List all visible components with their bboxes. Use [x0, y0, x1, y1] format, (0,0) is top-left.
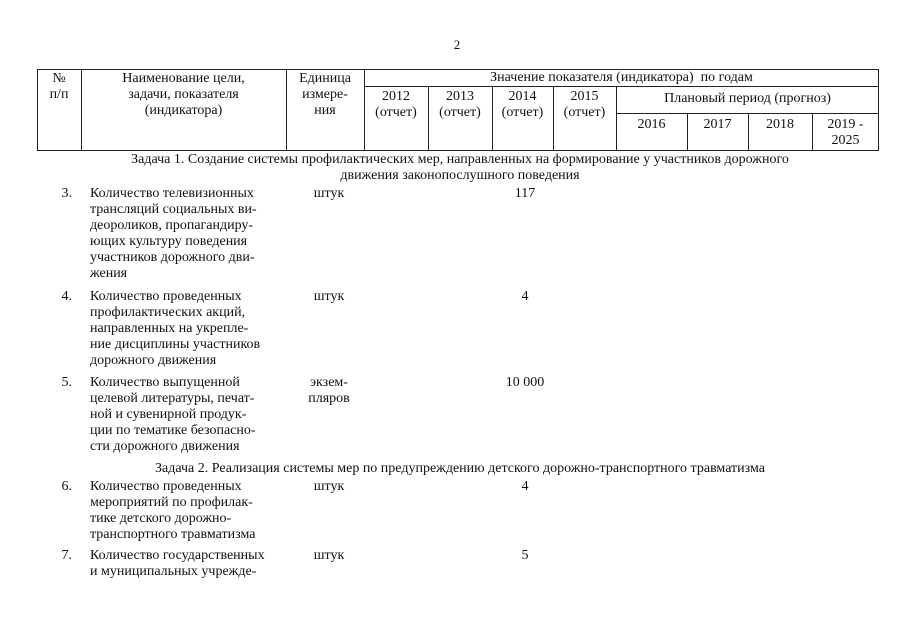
year-label: 2015 [570, 89, 599, 104]
header-bottom-border [37, 150, 879, 151]
row-value: 5 [521, 548, 529, 563]
table-header [37, 69, 879, 151]
row-value: 10 000 [505, 375, 545, 390]
page-number: 2 [453, 37, 461, 52]
header-year-2014 [492, 89, 553, 121]
year-note: (отчет) [563, 105, 606, 120]
header-num: № п/п [49, 71, 69, 102]
header-name: Наименование цели, задачи, показателя (индикатора) [122, 71, 245, 118]
row-value: 4 [521, 479, 529, 494]
header-plan-year: 2018 [766, 117, 794, 132]
row-indicator-name: Количество государственных и муниципальных учрежде- [90, 548, 265, 579]
row-number: 4. [61, 289, 72, 304]
year-note: (отчет) [439, 105, 481, 120]
year-label: 2013 [446, 89, 474, 104]
row-unit: штук [313, 186, 345, 201]
year-label: 2012 [382, 89, 410, 104]
year-note: (отчет) [375, 105, 417, 120]
row-value: 117 [514, 186, 536, 201]
task-heading-2: Задача 2. Реализация системы мер по предупреждению детского дорожно-транспортного травматизма [155, 461, 765, 476]
task-heading-1: Задача 1. Создание системы профилактических мер, направленных на формирование у участников дорожного движения законопослушного поведения [131, 152, 789, 183]
row-indicator-name: Количество телевизионных трансляций социальных ви- деороликов, пропагандиру- ющих культуру поведения участников дорожного дви- жения [90, 186, 257, 281]
row-unit: штук [313, 479, 345, 494]
row-indicator-name: Количество выпущенной целевой литературы, печат- ной и сувенирной продук- ции по тематике безопасно- сти дорожного движения [90, 375, 256, 454]
header-values-title: Значение показателя (индикатора) по годам [490, 70, 753, 85]
row-value: 4 [521, 289, 529, 304]
row-number: 5. [61, 375, 72, 390]
row-indicator-name: Количество проведенных мероприятий по профилак- тике детского дорожно- транспортного травматизма [90, 479, 256, 542]
row-unit: штук [313, 289, 345, 304]
header-year-2015 [553, 89, 616, 121]
row-divider [616, 113, 879, 114]
row-number: 6. [61, 479, 72, 494]
row-indicator-name: Количество проведенных профилактических акций, направленных на укрепле- ние дисциплины участников дорожного движения [90, 289, 261, 368]
header-plan-year: 2019 - 2025 [827, 117, 864, 148]
header-year-2013 [428, 89, 492, 121]
year-note: (отчет) [501, 105, 544, 120]
row-unit: экзем- пляров [308, 375, 350, 406]
header-unit: Единица измере- ния [299, 71, 351, 118]
header-year-2012 [364, 89, 428, 121]
header-plan-year: 2017 [703, 117, 732, 132]
row-number: 7. [61, 548, 72, 563]
row-number: 3. [61, 186, 72, 201]
row-divider [364, 86, 879, 87]
header-plan-title: Плановый период (прогноз) [664, 91, 831, 106]
row-unit: штук [313, 548, 345, 563]
year-label: 2014 [508, 89, 537, 104]
header-plan-year: 2016 [637, 117, 666, 132]
